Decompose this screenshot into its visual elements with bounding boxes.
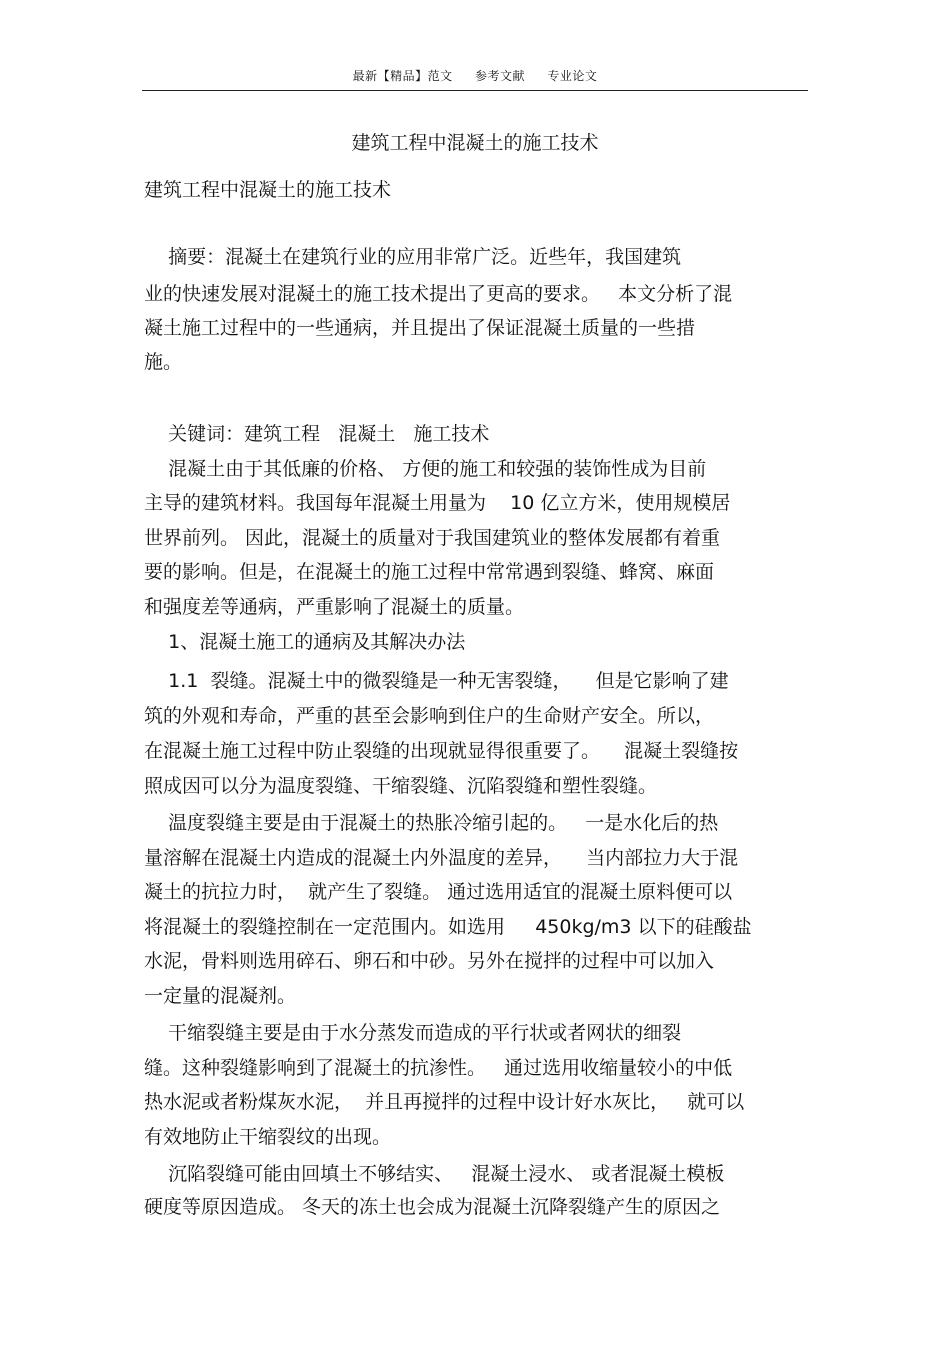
body-line: 业的快速发展对混凝土的施工技术提出了更高的要求。 本文分析了混 (144, 283, 733, 305)
header-item: 参考文献 (474, 69, 525, 83)
body-line: 一定量的混凝剂。 (144, 985, 297, 1007)
body-line: 筑的外观和寿命，严重的甚至会影响到住户的生命财产安全。所以， (144, 705, 715, 727)
body-line: 主导的建筑材料。我国每年混凝土用量为 10 亿立方米，使用规模居 (144, 492, 731, 514)
body-line: 硬度等原因造成。 冬天的冻土也会成为混凝土沉降裂缝产生的原因之 (144, 1196, 721, 1218)
body-line: 和强度差等通病，严重影响了混凝土的质量。 (144, 596, 525, 618)
header-item: 专业论文 (547, 69, 598, 83)
body-line: 有效地防止干缩裂纹的出现。 (144, 1126, 392, 1148)
body-line: 缝。这种裂缝影响到了混凝土的抗渗性。 通过选用收缩量较小的中低 (144, 1057, 733, 1079)
body-line: 将混凝土的裂缝控制在一定范围内。如选用 450kg/m3 以下的硅酸盐 (144, 916, 752, 938)
page-header (142, 62, 808, 91)
header-item: 最新【精品】范文 (352, 69, 453, 83)
document-subtitle: 建筑工程中混凝土的施工技术 (144, 179, 392, 201)
body-line: 要的影响。但是，在混凝土的施工过程中常常遇到裂缝、蜂窝、麻面 (144, 561, 715, 583)
body-line: 干缩裂缝主要是由于水分蒸发而造成的平行状或者网状的细裂 (144, 1022, 682, 1044)
body-line: 混凝土由于其低廉的价格、 方便的施工和较强的装饰性成为目前 (144, 458, 707, 480)
body-line: 热水泥或者粉煤灰水泥， 并且再搅拌的过程中设计好水灰比， 就可以 (144, 1091, 745, 1113)
body-line: 世界前列。 因此，混凝土的质量对于我国建筑业的整体发展都有着重 (144, 527, 721, 549)
body-line: 摘要：混凝土在建筑行业的应用非常广泛。近些年，我国建筑 (144, 246, 682, 268)
body-line: 凝土施工过程中的一些通病，并且提出了保证混凝土质量的一些措 (144, 317, 696, 339)
section-heading: 1、混凝土施工的通病及其解决办法 (144, 631, 466, 653)
body-line: 凝土的抗拉力时， 就产生了裂缝。 通过选用适宜的混凝土原料便可以 (144, 881, 733, 903)
body-line: 量溶解在混凝土内造成的混凝土内外温度的差异， 当内部拉力大于混 (144, 847, 739, 869)
body-line: 水泥，骨料则选用碎石、卵石和中砂。另外在搅拌的过程中可以加入 (144, 950, 715, 972)
body-line: 沉陷裂缝可能由回填土不够结实、 混凝土浸水、 或者混凝土模板 (144, 1163, 725, 1185)
body-line: 关键词：建筑工程 混凝土 施工技术 (144, 423, 490, 445)
document-title: 建筑工程中混凝土的施工技术 (351, 132, 599, 154)
body-line: 在混凝土施工过程中防止裂缝的出现就显得很重要了。 混凝土裂缝按 (144, 740, 739, 762)
body-line: 1.1 裂缝。混凝土中的微裂缝是一种无害裂缝， 但是它影响了建 (144, 670, 729, 692)
body-line: 照成因可以分为温度裂缝、干缩裂缝、沉陷裂缝和塑性裂缝。 (144, 775, 658, 797)
body-line: 温度裂缝主要是由于混凝土的热胀冷缩引起的。 一是水化后的热 (144, 812, 719, 834)
body-line: 施。 (144, 351, 183, 373)
